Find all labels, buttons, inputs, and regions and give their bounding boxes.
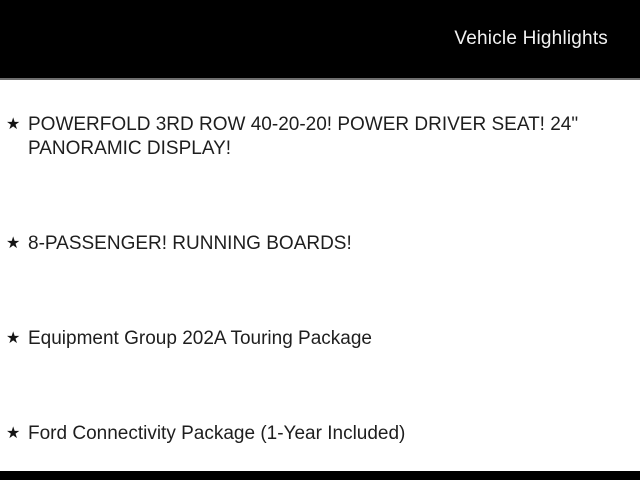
star-icon: ★	[6, 116, 21, 133]
header-bar	[0, 0, 640, 80]
list-item	[6, 232, 608, 256]
star-icon: ★	[6, 425, 21, 442]
highlight-text: 8-PASSENGER! RUNNING BOARDS!	[28, 233, 352, 254]
highlights-content	[0, 80, 640, 446]
highlights-list	[6, 113, 608, 446]
list-item	[6, 327, 608, 351]
star-icon: ★	[6, 235, 21, 252]
highlight-text: Equipment Group 202A Touring Package	[28, 328, 372, 349]
page-title: Vehicle Highlights	[454, 28, 608, 49]
star-icon: ★	[6, 330, 21, 347]
highlight-text: POWERFOLD 3RD ROW 40-20-20! POWER DRIVER SEAT! 24" PANORAMIC DISPLAY!	[28, 114, 579, 159]
list-item	[6, 422, 608, 446]
highlight-text: Ford Connectivity Package (1-Year Included)	[28, 423, 406, 444]
footer-bar	[0, 471, 640, 480]
list-item	[6, 113, 608, 161]
